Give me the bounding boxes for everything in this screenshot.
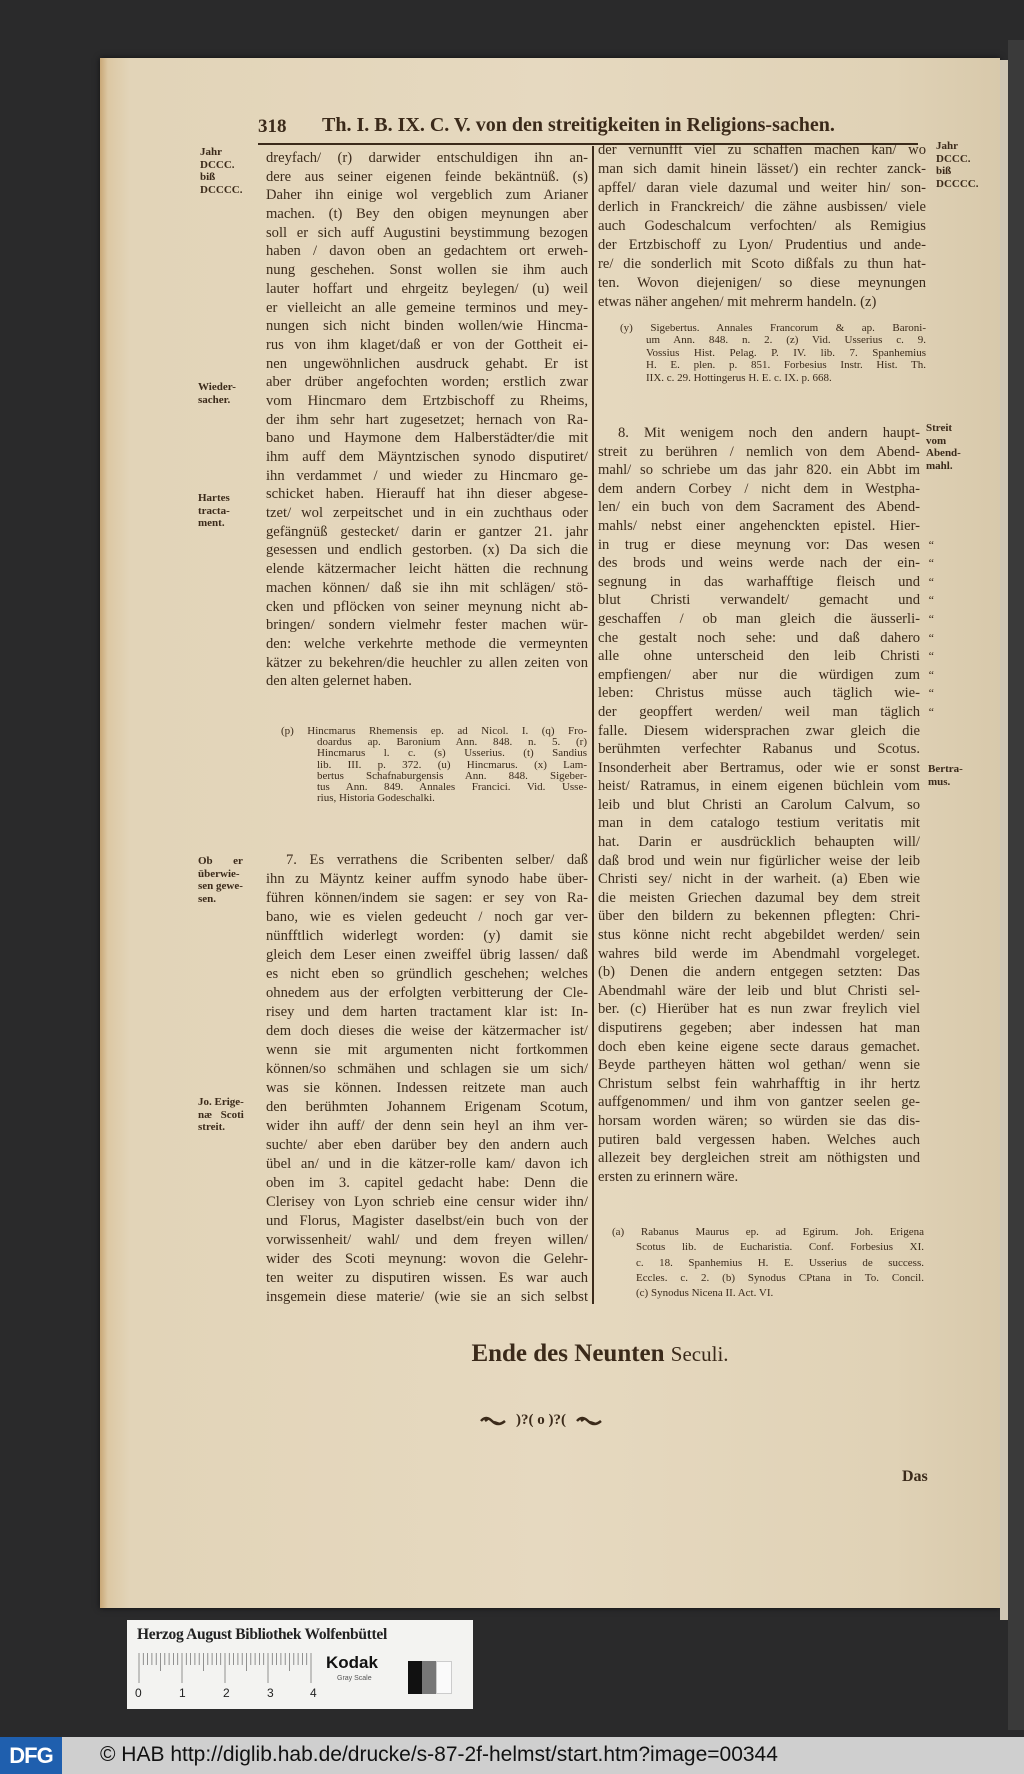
text-line: derlich in Franckreich/ die zähne ausbissen/ viele xyxy=(598,199,926,215)
text-line: der vernunfft viel zu schaffen machen kan/ wo xyxy=(598,142,926,158)
ende-text: Ende des Neunten xyxy=(471,1340,665,1367)
text-line: ihn verdammet / und wieder zu Hincmaro ge- xyxy=(266,467,588,484)
right-paragraph-8 xyxy=(598,424,920,1186)
margin-note-line: biß xyxy=(200,171,216,183)
text-line: doardus ap. Baronium Ann. 848. n. 5. (r) xyxy=(317,736,587,749)
ruler-scale xyxy=(137,1653,313,1683)
text-line: über den bildern zu bekennen pflegten: Chri- xyxy=(598,908,920,925)
text-line: leib und blut Christi an Carolum Calvum, so xyxy=(598,796,920,813)
text-line: 8. Mit wenigem noch den andern haupt- xyxy=(618,425,920,441)
text-line: ten. Wovon diejenigen/ so diese meynungen xyxy=(598,275,926,291)
text-line: tus Ann. 849. Annales Francici. Vid. Usse- xyxy=(317,780,587,793)
ruler-number: 0 xyxy=(135,1686,142,1700)
margin-note-line: streit. xyxy=(198,1121,225,1133)
text-line: des brods und weins werde nach der ein- “ xyxy=(598,554,920,573)
column-divider xyxy=(592,146,594,1304)
margin-note-line: sen. xyxy=(198,892,217,905)
text-line: bano, wie es vielen gedeucht / noch gar ver- xyxy=(266,909,588,925)
text-line: falle. Diesem widersprachen zwar gleich die xyxy=(598,722,920,739)
text-line: hat. Darin er ausdrücklich behaupten will/ xyxy=(598,834,920,851)
text-line: apffel/ daran viele dazumal und weiter hin/ son- xyxy=(598,180,926,196)
text-line: putiren bald vergessen haben. Welches auch xyxy=(598,1131,920,1148)
margin-note-line: DCCCC. xyxy=(936,177,979,190)
text-line: empfiengen/ aber nur die würdigen zum “ xyxy=(598,666,920,685)
text-line: Beyde partheyen hätten wol gethan/ wenn sie xyxy=(598,1057,920,1074)
text-line: um Ann. 848. n. 2. (z) Vid. Usserius c. 9. xyxy=(646,334,926,347)
text-line: streit zu berühren / nemlich von dem Abend- xyxy=(598,443,920,460)
margin-note-line: DCCC. xyxy=(936,152,971,165)
text-line: c. 18. Spanhemius H. E. Usserius de success. xyxy=(636,1256,924,1269)
text-line: übel an/ und in die kätzer-rolle kam/ davon ich xyxy=(266,1156,588,1172)
text-line: (p) Hincmarus Rhemensis ep. ad Nicol. I. (q) Fro- xyxy=(281,725,587,737)
margin-note-erigenae xyxy=(198,1096,244,1134)
text-line: heist/ Ratramus, in einem eigenen büchlein vom xyxy=(598,778,920,795)
margin-note-line: mahl. xyxy=(926,459,953,472)
margin-note-line: DCCC. xyxy=(200,158,235,171)
text-line: cken und pflöcken von seiner meynung nicht ab- xyxy=(266,598,588,615)
ruler-number: 4 xyxy=(310,1686,317,1700)
text-line: alle ohne unterscheid den leib Christi “ xyxy=(598,647,920,666)
text-line: Insonderheit aber Bertramus, oder wie er sonst xyxy=(598,759,920,776)
text-line: (b) Denen die andern entgegen setzten: Das xyxy=(598,964,920,981)
text-line: (a) Rabanus Maurus ep. ad Egirum. Joh. Erigena xyxy=(612,1226,924,1238)
text-line: lib. III. p. 372. (u) Hincmarus. (x) Lam- xyxy=(317,758,587,771)
margin-note-line: vom xyxy=(926,434,947,447)
text-line: führen können/indem sie sagen: er sey von Ra- xyxy=(266,890,588,906)
floral-ornament-icon xyxy=(480,1415,506,1427)
text-line: leben: Christus müsse auch täglich wie- “ xyxy=(598,684,920,703)
margin-note-hartes-tractament xyxy=(198,492,230,530)
text-line: den alten gelernet haben. xyxy=(266,673,412,690)
margin-note-line: sen gewe- xyxy=(198,880,243,892)
text-line: daß brod und wein nur figürlicher weise der leib xyxy=(598,852,920,869)
text-line: Eccles. c. 2. (b) Synodus CPtana in To. Concil. xyxy=(636,1271,924,1284)
margin-note-line: tracta- xyxy=(198,504,230,517)
text-line: tzet/ wol zerpeitschet und in ein zuchthaus oder xyxy=(266,505,588,522)
book-edge xyxy=(1008,40,1024,1730)
margin-note-bertramus xyxy=(928,763,963,788)
page-stack-edge xyxy=(1000,60,1008,1620)
gray-scale-patches xyxy=(408,1661,452,1694)
text-line: len/ ein buch von dem Sacrament des Abend- xyxy=(598,499,920,516)
margin-note-line: Streit xyxy=(926,422,953,434)
text-line: risey und dem harten tractament klar ist: In- xyxy=(266,1004,588,1020)
text-line: bringen/ sondern vielmehr fester machen wür- xyxy=(266,617,588,634)
text-line: den: welche verkehrte methode die vermeynten xyxy=(266,635,588,652)
ruler-number: 3 xyxy=(267,1686,274,1700)
text-line: nünfftlich widerlegt worden: (y) damit sie xyxy=(266,928,588,944)
text-line: suchte/ aber eben darüber bey den andern auch xyxy=(266,1137,588,1153)
text-line: in trug er diese meynung vor: Das wesen “ xyxy=(598,536,920,555)
text-line: man in dem catalogo testium veritatis mit xyxy=(598,815,920,832)
text-line: können/so schmähen und schlagen sie um sich/ xyxy=(266,1061,588,1077)
left-paragraph-7 xyxy=(266,851,588,1307)
text-line: der ihm sehr hart zugesetzet; hernach von Ra- xyxy=(266,411,588,428)
text-line: gefängnüß gestecket/ darin er gantzer 21. jahr xyxy=(266,523,588,540)
text-line: (y) Sigebertus. Annales Francorum & ap. Baroni- xyxy=(620,322,926,334)
text-line: machen. (t) Bey den obigen meynungen aber xyxy=(266,206,588,223)
seculi-text: Seculi. xyxy=(670,1342,729,1366)
text-line: wider des Scoti meynung: wovon die Gelehr- xyxy=(266,1251,588,1267)
text-line: er vielleicht an alle gemeine terminos und mey- xyxy=(266,299,588,316)
text-line: was sie können. Indessen reitzete man auch xyxy=(266,1080,588,1096)
text-line: soll er sich auff Augustini beystimmung bezogen xyxy=(266,224,588,241)
margin-note-line: DCCCC. xyxy=(200,183,243,196)
text-line: der geopffert werden/ weil man täglich “ xyxy=(598,703,920,722)
margin-note-line: Jahr xyxy=(936,140,958,152)
text-line: dere aus seiner eigenen feinde bekäntnüß. (s) xyxy=(266,168,588,185)
text-line: wahres bild werde im Abendmahl vorgeleget. xyxy=(598,945,920,962)
text-line: doch eben keine eigene secte daraus gemachet. xyxy=(598,1038,920,1055)
text-line: dreyfach/ (r) darwider entschuldigen ihn an- xyxy=(266,150,588,166)
left-text-top xyxy=(266,149,588,691)
margin-note-line: mus. xyxy=(928,775,951,788)
text-line: vom Hincmaro dem Ertzbischoff zu Rheims, xyxy=(266,392,588,409)
text-line: nen ungewöhnlichen ausdruck gehabt. Er ist xyxy=(266,355,588,372)
text-line: bertus Schafnaburgensis Ann. 848. Sigeber- xyxy=(317,769,587,782)
text-line: rius, Historia Godeschalki. xyxy=(317,792,435,805)
margin-note-line: Jahr xyxy=(200,146,222,158)
copyright-link[interactable]: © HAB http://diglib.hab.de/drucke/s-87-2f-helmst/start.htm?image=00344 xyxy=(100,1743,778,1766)
text-line: blut Christi verwandelt/ gemacht und “ xyxy=(598,591,920,610)
text-line: und Florus, Magister daselbst/ein buch von der xyxy=(266,1213,588,1229)
text-line: berühmten verfechter Rabanus und Scotus. xyxy=(598,741,920,758)
text-line: Vossius Hist. Pelag. P. IV. lib. 7. Spanhemius xyxy=(646,346,926,359)
left-footnotes xyxy=(281,725,587,805)
text-line: machen können/ daß sie ihn mit schlägen/ stö- xyxy=(266,579,588,596)
text-line: ohnedem aus der erfolgten verbitterung der Cle- xyxy=(266,985,588,1001)
margin-note-wiedersacher xyxy=(198,381,236,406)
margin-note-line: biß xyxy=(936,165,952,177)
text-line: schicket haben. Hierauff hat ihn dieser abgese- xyxy=(266,486,588,503)
text-line: Daher ihn einige wol vergeblich zum Arianer xyxy=(266,187,588,204)
right-text-top xyxy=(598,141,926,312)
text-line: ihn zu Mäyntz keiner auffm synodo habe über- xyxy=(266,871,588,887)
catchword: Das xyxy=(902,1468,928,1485)
margin-note-year-right xyxy=(936,140,988,190)
text-line: Scotus lib. de Eucharistia. Conf. Forbesius XI. xyxy=(636,1241,924,1254)
text-line: auch Godeschalcum verfochten/ als Remigius xyxy=(598,218,926,234)
section-end-heading xyxy=(0,1340,1024,1368)
right-footnotes-y xyxy=(620,322,926,384)
text-line: segnung in das warhafftige fleisch und “ xyxy=(598,573,920,592)
text-line: horsam worden wären; so würden sie das dis- xyxy=(598,1112,920,1129)
text-line: nungen sich nicht binden wollen/wie Hincma- xyxy=(266,318,588,335)
library-scan-card xyxy=(127,1620,473,1709)
footer-bar xyxy=(0,1737,1024,1774)
text-line: den berühmten Johannem Erigenam Scotum, xyxy=(266,1099,588,1115)
floral-ornament-icon xyxy=(576,1415,602,1427)
margin-note-line: ment. xyxy=(198,517,225,529)
page-number: 318 xyxy=(258,116,287,137)
right-footnotes-a xyxy=(612,1225,924,1301)
text-line: Christi sey/ nicht in der warheit. (a) Eben wie xyxy=(598,871,920,888)
text-line: 7. Es verrathens die Scribenten selber/ daß xyxy=(286,852,588,868)
text-line: gleich dem Leser einen zweiffel übrig lassen/ daß xyxy=(266,947,588,963)
text-line: H. E. plen. p. 851. Forbesius Instr. Hist. Th. xyxy=(646,359,926,372)
text-line: oben im 3. capitel gedacht habe: Denn die xyxy=(266,1175,588,1191)
text-line: rus von ihm klaget/daß er von der Gottheit ei- xyxy=(266,336,588,353)
text-line: dem doch dieses die weise der kätzermacher ist/ xyxy=(266,1023,588,1039)
text-line: auffgenommen/ und ihm von gantzer seelen ge- xyxy=(598,1094,920,1111)
text-line: dem andern Corbey / nicht dem in Westpha- xyxy=(598,480,920,497)
text-line: Hincmarus l. c. (s) Usserius. (t) Sandius xyxy=(317,747,587,760)
text-line: che gestalt noch sehe: und daß dahero “ xyxy=(598,629,920,648)
text-line: Christum selbst fein wahrhafftig in ihr hertz xyxy=(598,1075,920,1092)
text-line: kätzer zu bekehren/die heuchler zu allen zeiten von xyxy=(266,654,588,671)
text-line: allezeit bey dergleichen streit am nöthigsten und xyxy=(598,1150,920,1167)
text-line: man sich damit hinein lässet/) ein rechter zanck- xyxy=(598,161,926,177)
text-line: mahls/ nebst einer angehenckten epistel. Hier- xyxy=(598,517,920,534)
text-line: haben / davon oben an gedachtem ort erweh- xyxy=(266,243,588,260)
ornament xyxy=(480,1412,602,1429)
text-line: der Ertzbischoff zu Lyon/ Prudentius und ande- xyxy=(598,237,926,253)
library-name: Herzog August Bibliothek Wolfenbüttel xyxy=(137,1626,387,1643)
margin-note-line: Ob er xyxy=(198,855,243,867)
margin-note-line: Jo. Erige- xyxy=(198,1096,244,1108)
margin-note-line: Hartes xyxy=(198,492,230,504)
text-line: (c) Synodus Nicena II. Act. VI. xyxy=(636,1287,774,1300)
text-line: geschaffen / ob man gleich die äusserli- “ xyxy=(598,610,920,629)
text-line: re/ die sonderlich mit Scoto dißfals zu thun hat- xyxy=(598,256,926,272)
text-line: gesessen und endlich gestorben. (x) Da sich die xyxy=(266,542,588,559)
text-line: es nicht eben so gründlich geschehen; welches xyxy=(266,966,588,982)
text-line: Clerisey von Lyon schrieb eine censur wider ihn/ xyxy=(266,1194,588,1210)
text-line: insgemein diese materie/ (wie sie an sich selbst xyxy=(266,1289,588,1305)
text-line: ihm auff dem Mäyntzischen synodo disputiret/ xyxy=(266,449,588,465)
margin-note-line: sacher. xyxy=(198,393,231,406)
text-line: nung geschehen. Sonst wollen sie ihm auch xyxy=(266,262,588,279)
text-line: aber drüber angefochten worden; erstlich zwar xyxy=(266,374,588,391)
text-line: wider ihn auff/ der denn sein heyl an ihm ver- xyxy=(266,1118,588,1134)
text-line: bano und Haymone dem Halberstädter/die mit xyxy=(266,430,588,447)
margin-note-streit-abendmahl xyxy=(926,422,961,472)
text-line: ten weiter zu disputiren wissen. Es war auch xyxy=(266,1270,588,1286)
ornament-text: )?( o )?( xyxy=(516,1412,566,1428)
text-line: stus könne nicht recht abgebildet werden/ sein xyxy=(598,927,920,944)
gray-scale-label: Gray Scale xyxy=(337,1675,372,1682)
text-line: lauter hoffart und ehrgeitz beylegen/ (u) weil xyxy=(266,280,588,297)
ruler-number: 1 xyxy=(179,1686,186,1700)
margin-note-year-left xyxy=(200,146,258,196)
text-line: ber. (c) Hierüber hat es nun zwar freylich viel xyxy=(598,1001,920,1018)
text-line: etwas näher angehen/ mit mehrerm handeln. (z) xyxy=(598,294,877,310)
text-line: mahl/ so schriebe um das jahr 820. ein Abbt im xyxy=(598,462,920,479)
text-line: wenn sie mit argumenten nicht fortkommen xyxy=(266,1042,588,1058)
text-line: die meisten Griechen dazumal bey dem streit xyxy=(598,889,920,906)
text-line: disputirens gegeben; aber indessen hat man xyxy=(598,1020,920,1036)
running-head: Th. I. B. IX. C. V. von den streitigkeiten in Religions-sachen. xyxy=(322,114,835,136)
text-line: Abendmahl wäre der leib und blut Christi sel- xyxy=(598,982,920,999)
margin-note-line: næ Scoti xyxy=(198,1108,244,1121)
ruler-number: 2 xyxy=(223,1686,230,1700)
margin-note-line: Abend- xyxy=(926,447,961,459)
text-line: ersten zu erinnern wäre. xyxy=(598,1168,739,1185)
margin-note-line: überwie- xyxy=(198,867,240,880)
kodak-label: Kodak xyxy=(326,1653,378,1672)
margin-note-ob-er xyxy=(198,855,243,905)
margin-note-line: Wieder- xyxy=(198,381,236,393)
text-line: IIX. c. 29. Hottingerus H. E. c. IX. p. 668. xyxy=(646,371,832,384)
text-line: elende kätzermacher leicht hätten die rechnung xyxy=(266,561,588,578)
text-line: vorwissenheit/ wahl/ und dem freyen willen/ xyxy=(266,1232,588,1248)
margin-note-line: Bertra- xyxy=(928,763,963,775)
dfg-logo[interactable]: DFG xyxy=(0,1737,62,1774)
